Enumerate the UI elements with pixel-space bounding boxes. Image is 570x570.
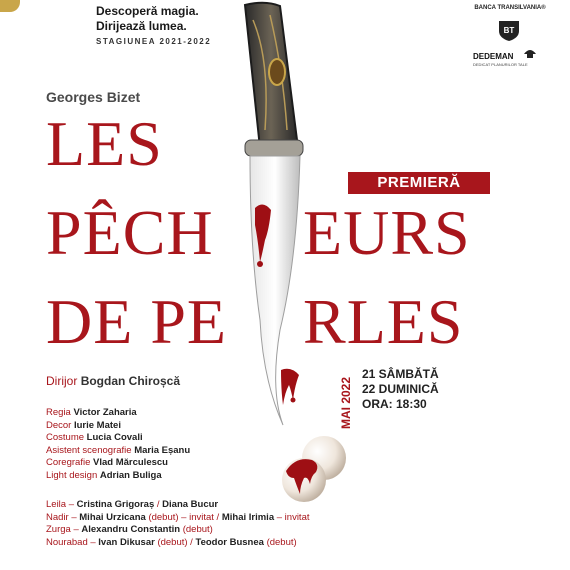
tagline-line2: Dirijează lumea. <box>96 19 187 33</box>
cast-row: Leila – Cristina Grigoraș / Diana Bucur <box>46 499 219 510</box>
season-label: STAGIUNEA 2021-2022 <box>96 37 212 46</box>
cast-list <box>46 499 310 549</box>
conductor-label: Dirijor <box>46 374 78 388</box>
title-line3-left: DE PE <box>46 286 227 357</box>
date-line1: 21 SÂMBĂTĂ <box>362 367 439 381</box>
credit-row: Regia Victor Zaharia <box>46 407 137 418</box>
credit-row: Coregrafie Vlad Mărculescu <box>46 457 168 468</box>
conductor-name: Bogdan Chiroșcă <box>80 374 181 388</box>
pearl-image <box>276 426 356 506</box>
title-line1: LES <box>46 108 163 179</box>
cast-row: Nadir – Mihai Urzicana (debut) – invitat / Mihai Irimia – invitat <box>46 511 310 523</box>
bank-name: BANCA TRANSILVANIA® <box>474 5 546 11</box>
composer-name: Georges Bizet <box>46 89 141 105</box>
title-line2-left: PÊCH <box>46 197 214 268</box>
dedeman-icon <box>523 46 537 60</box>
cast-row: Zurga – Alexandru Constantin (debut) <box>46 524 213 535</box>
bt-shield-icon <box>497 18 521 42</box>
credit-row: Costume Lucia Covali <box>46 432 143 443</box>
title-line2-right: EURS <box>303 197 471 268</box>
month-year-text: MAI 2022 <box>339 376 353 429</box>
premiere-badge: PREMIERĂ <box>348 172 490 194</box>
credit-row: Asistent scenografie Maria Eșanu <box>46 444 191 456</box>
tagline-line1: Descoperă magia. <box>96 4 199 18</box>
date-line3: ORA: 18:30 <box>362 397 427 411</box>
title-line3-right: RLES <box>303 286 464 357</box>
bank-logo-text: BT <box>503 26 515 35</box>
production-credits <box>46 407 190 482</box>
credit-row: Light design Adrian Buliga <box>46 469 162 481</box>
cast-row: Nourabad – Ivan Dikusar (debut) / Teodor Busnea (debut) <box>46 536 297 548</box>
date-line2: 22 DUMINICĂ <box>362 382 439 396</box>
credit-row: Decor Iurie Matei <box>46 419 121 431</box>
opera-logo-fragment <box>0 0 20 12</box>
store-name: DEDEMAN <box>473 52 514 61</box>
store-tagline: DEDICAT PLANURILOR TALE <box>473 62 528 67</box>
conductor-line <box>46 374 180 388</box>
month-year-vertical <box>339 371 353 429</box>
